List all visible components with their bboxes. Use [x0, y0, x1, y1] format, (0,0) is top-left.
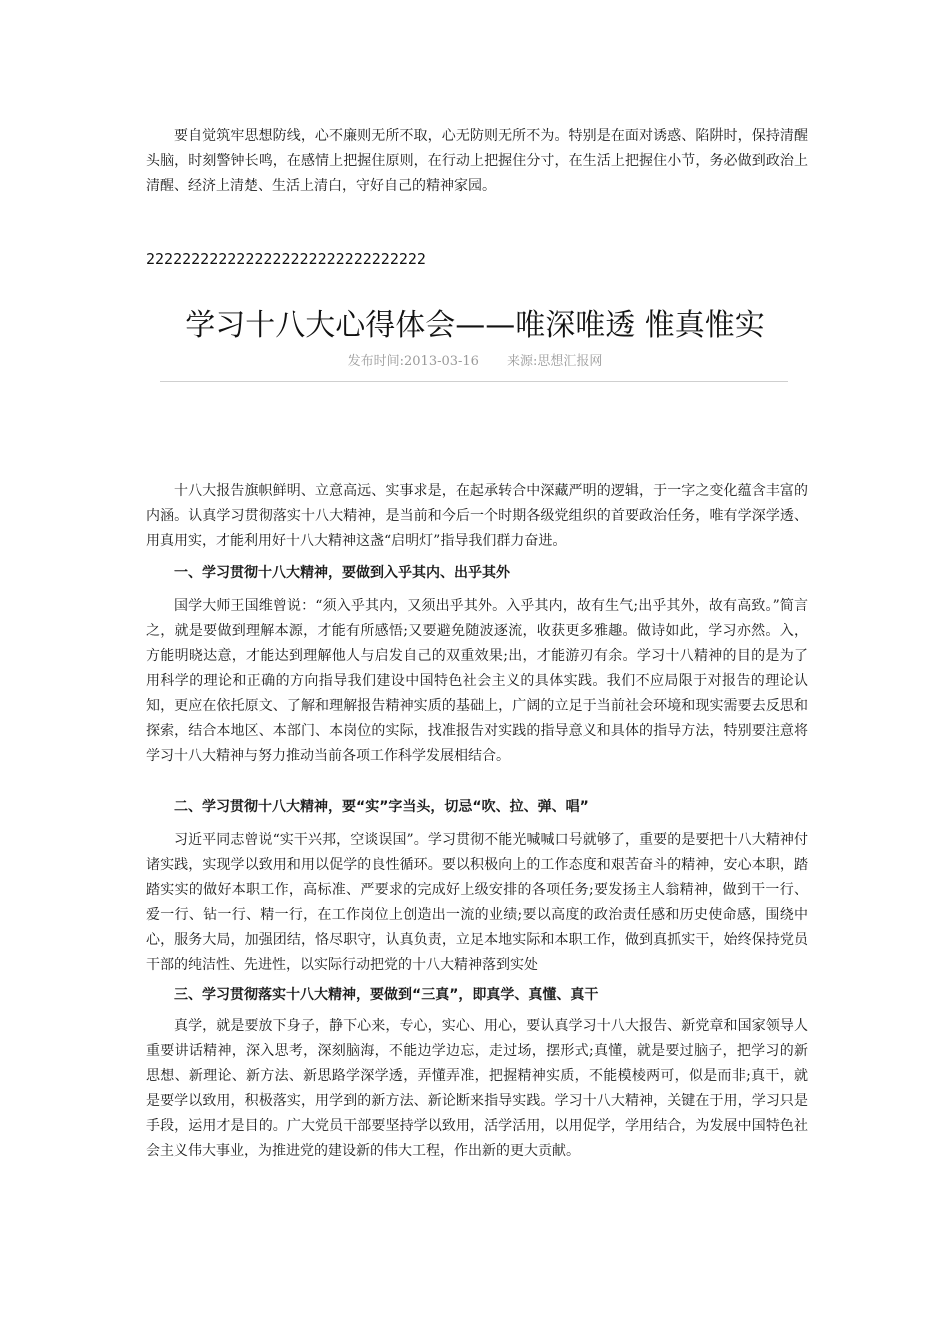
intro-paragraph: 要自觉筑牢思想防线，心不廉则无所不取，心无防则无所不为。特别是在面对诱惑、陷阱时，保持清醒头脑，时刻警钟长鸣，在感情上把握住原则，在行动上把握住分寸，在生活上把握住小节，务必做到政治上清醒、经济上清楚、生活上清白，守好自己的精神家园。 [146, 128, 808, 194]
title-divider [160, 381, 788, 382]
section-heading-1: 一、学习贯彻十八大精神，要做到入乎其内、出乎其外 [174, 565, 510, 581]
section-body-1: 国学大师王国维曾说：“须入乎其内，又须出乎其外。入乎其内，故有生气;出乎其外，故有高致。”简言之，就是要做到理解本源，才能有所感悟;又要避免随波逐流，收获更多雅趣。做诗如此，学习亦然。入，方能明晓达意，才能达到理解他人与启发自己的双重效果;出，才能游刃有余。学习十八精神的目的是为了用科学的理论和正确的方向指导我们建设中国特色社会主义的具体实践。我们不应局限于对报告的理论认知，更应在依托原文、了解和理解报告精神实质的基础上，广阔的立足于当前社会环境和现实需要去反思和探索，结合本地区、本部门、本岗位的实际，找准报告对实践的指导意义和具体的指导方法，特别要注意将学习十八大精神与努力推动当前各项工作科学发展相结合。 [146, 598, 808, 764]
article-meta [0, 350, 950, 369]
section-body-3: 真学，就是要放下身子，静下心来，专心，实心、用心，要认真学习十八大报告、新党章和国家领导人重要讲话精神，深入思考，深刻脑海，不能边学边忘，走过场，摆形式;真懂，就是要过脑子，把学习的新思想、新理论、新方法、新思路学深学透，弄懂弄准，把握精神实质，不能模棱两可，似是而非;真干，就是要学以致用，积极落实，用学到的新方法、新论断来指导实践。学习十八大精神，关键在于用，学习只是手段，运用才是目的。广大党员干部要坚持学以致用，活学活用，以用促学，学用结合，为发展中国特色社会主义伟大事业，为推进党的建设新的伟大工程，作出新的更大贡献。 [146, 1018, 808, 1159]
article-source: 来源:思想汇报网 [506, 354, 603, 369]
article-title: 学习十八大心得体会——唯深唯透 惟真惟实 [185, 308, 765, 343]
publish-time: 发布时间:2013-03-16 [347, 354, 479, 369]
section-body-2: 习近平同志曾说“实干兴邦，空谈误国”。学习贯彻不能光喊喊口号就够了，重要的是要把十八大精神付诸实践，实现学以致用和用以促学的良性循环。要以积极向上的工作态度和艰苦奋斗的精神，安心本职，踏踏实实的做好本职工作，高标准、严要求的完成好上级安排的各项任务;要发扬主人翁精神，做到干一行、爱一行、钻一行、精一行，在工作岗位上创造出一流的业绩;要以高度的政治责任感和历史使命感，围绕中心，服务大局，加强团结，恪尽职守，认真负责，立足本地实际和本职工作，做到真抓实干，始终保持党员干部的纯洁性、先进性，以实际行动把党的十八大精神落到实处 [146, 832, 808, 973]
lead-paragraph: 十八大报告旗帜鲜明、立意高远、实事求是，在起承转合中深藏严明的逻辑，于一字之变化蕴含丰富的内涵。认真学习贯彻落实十八大精神，是当前和今后一个时期各级党组织的首要政治任务，唯有学深学透、用真用实，才能利用好十八大精神这盏“启明灯”指导我们群力奋进。 [146, 483, 808, 549]
separator-line: 2222222222222222222222222222222 [146, 250, 426, 268]
section-heading-3: 三、学习贯彻落实十八大精神，要做到“三真”，即真学、真懂、真干 [174, 987, 599, 1003]
section-heading-2: 二、学习贯彻十八大精神，要“实”字当头，切忌“吹、拉、弹、唱” [174, 799, 589, 815]
